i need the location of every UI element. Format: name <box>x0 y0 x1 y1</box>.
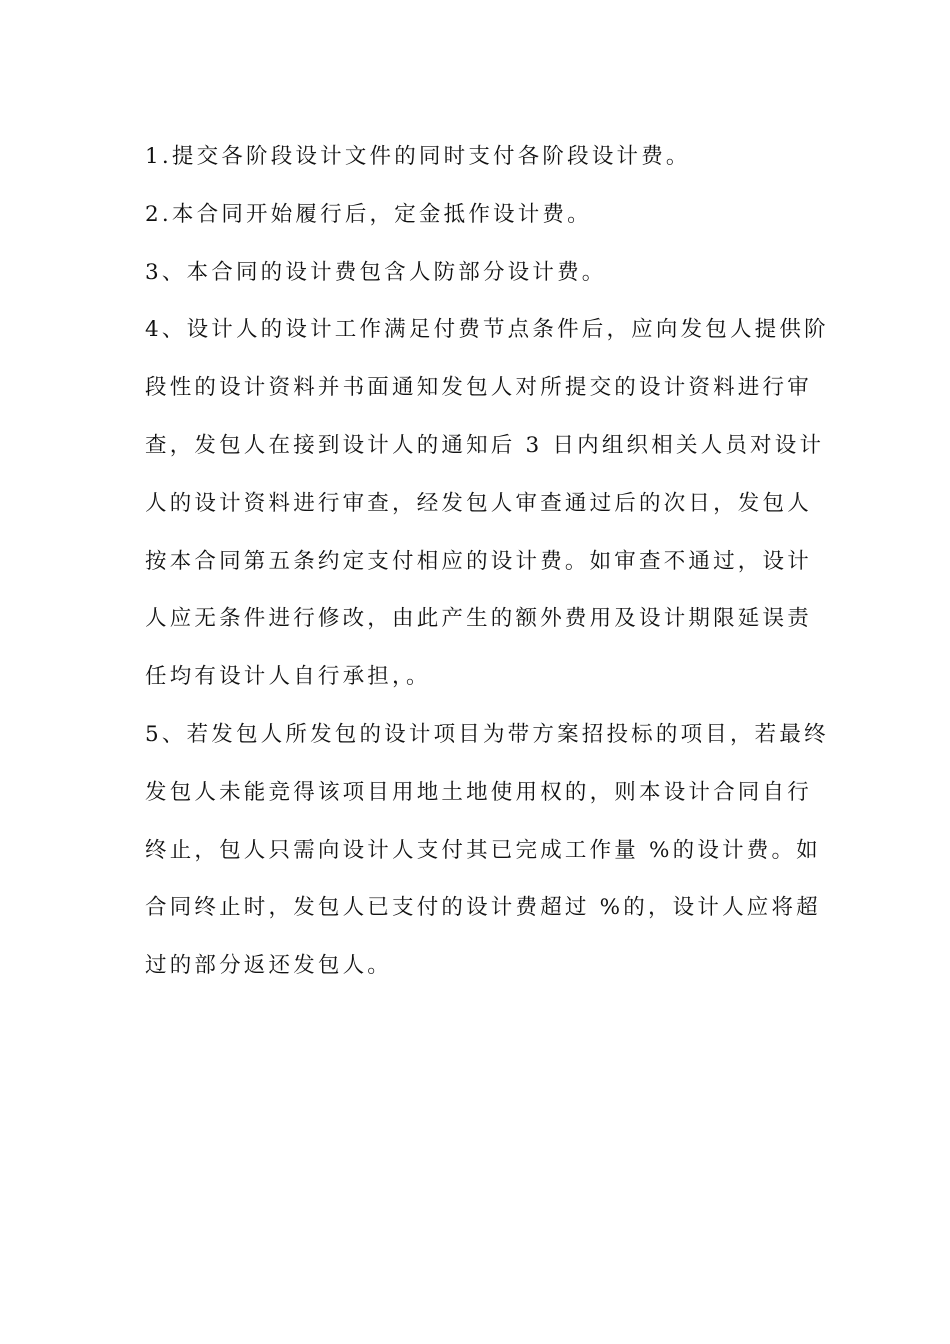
text-line: 任均有设计人自行承担，。 <box>145 664 431 690</box>
text-line: 4、设计人的设计工作满足付费节点条件后，应向发包人提供阶 <box>145 317 829 343</box>
text-line: 2.本合同开始履行后，定金抵作设计费。 <box>145 201 592 227</box>
text-line: 3、本合同的设计费包含人防部分设计费。 <box>145 259 607 285</box>
text-line: 过的部分返还发包人。 <box>145 953 393 979</box>
text-line: 查，发包人在接到设计人的通知后 3 日内组织相关人员对设计 <box>145 432 825 458</box>
text-line: 发包人未能竞得该项目用地土地使用权的，则本设计合同自行 <box>145 779 812 805</box>
text-line: 1.提交各阶段设计文件的同时支付各阶段设计费。 <box>145 144 691 169</box>
text-line: 人应无条件进行修改，由此产生的额外费用及设计期限延误责 <box>145 606 812 632</box>
text-line: 人的设计资料进行审查，经发包人审查通过后的次日，发包人 <box>145 490 812 516</box>
text-line: 5、若发包人所发包的设计项目为带方案招投标的项目，若最终 <box>145 721 829 747</box>
text-line: 按本合同第五条约定支付相应的设计费。如审查不通过，设计 <box>145 548 812 574</box>
text-line: 合同终止时，发包人已支付的设计费超过 %的，设计人应将超 <box>145 895 821 921</box>
contract-text-body <box>145 128 829 995</box>
text-line: 段性的设计资料并书面通知发包人对所提交的设计资料进行审 <box>145 375 812 401</box>
text-line: 终止，包人只需向设计人支付其已完成工作量 %的设计费。如 <box>145 837 821 863</box>
